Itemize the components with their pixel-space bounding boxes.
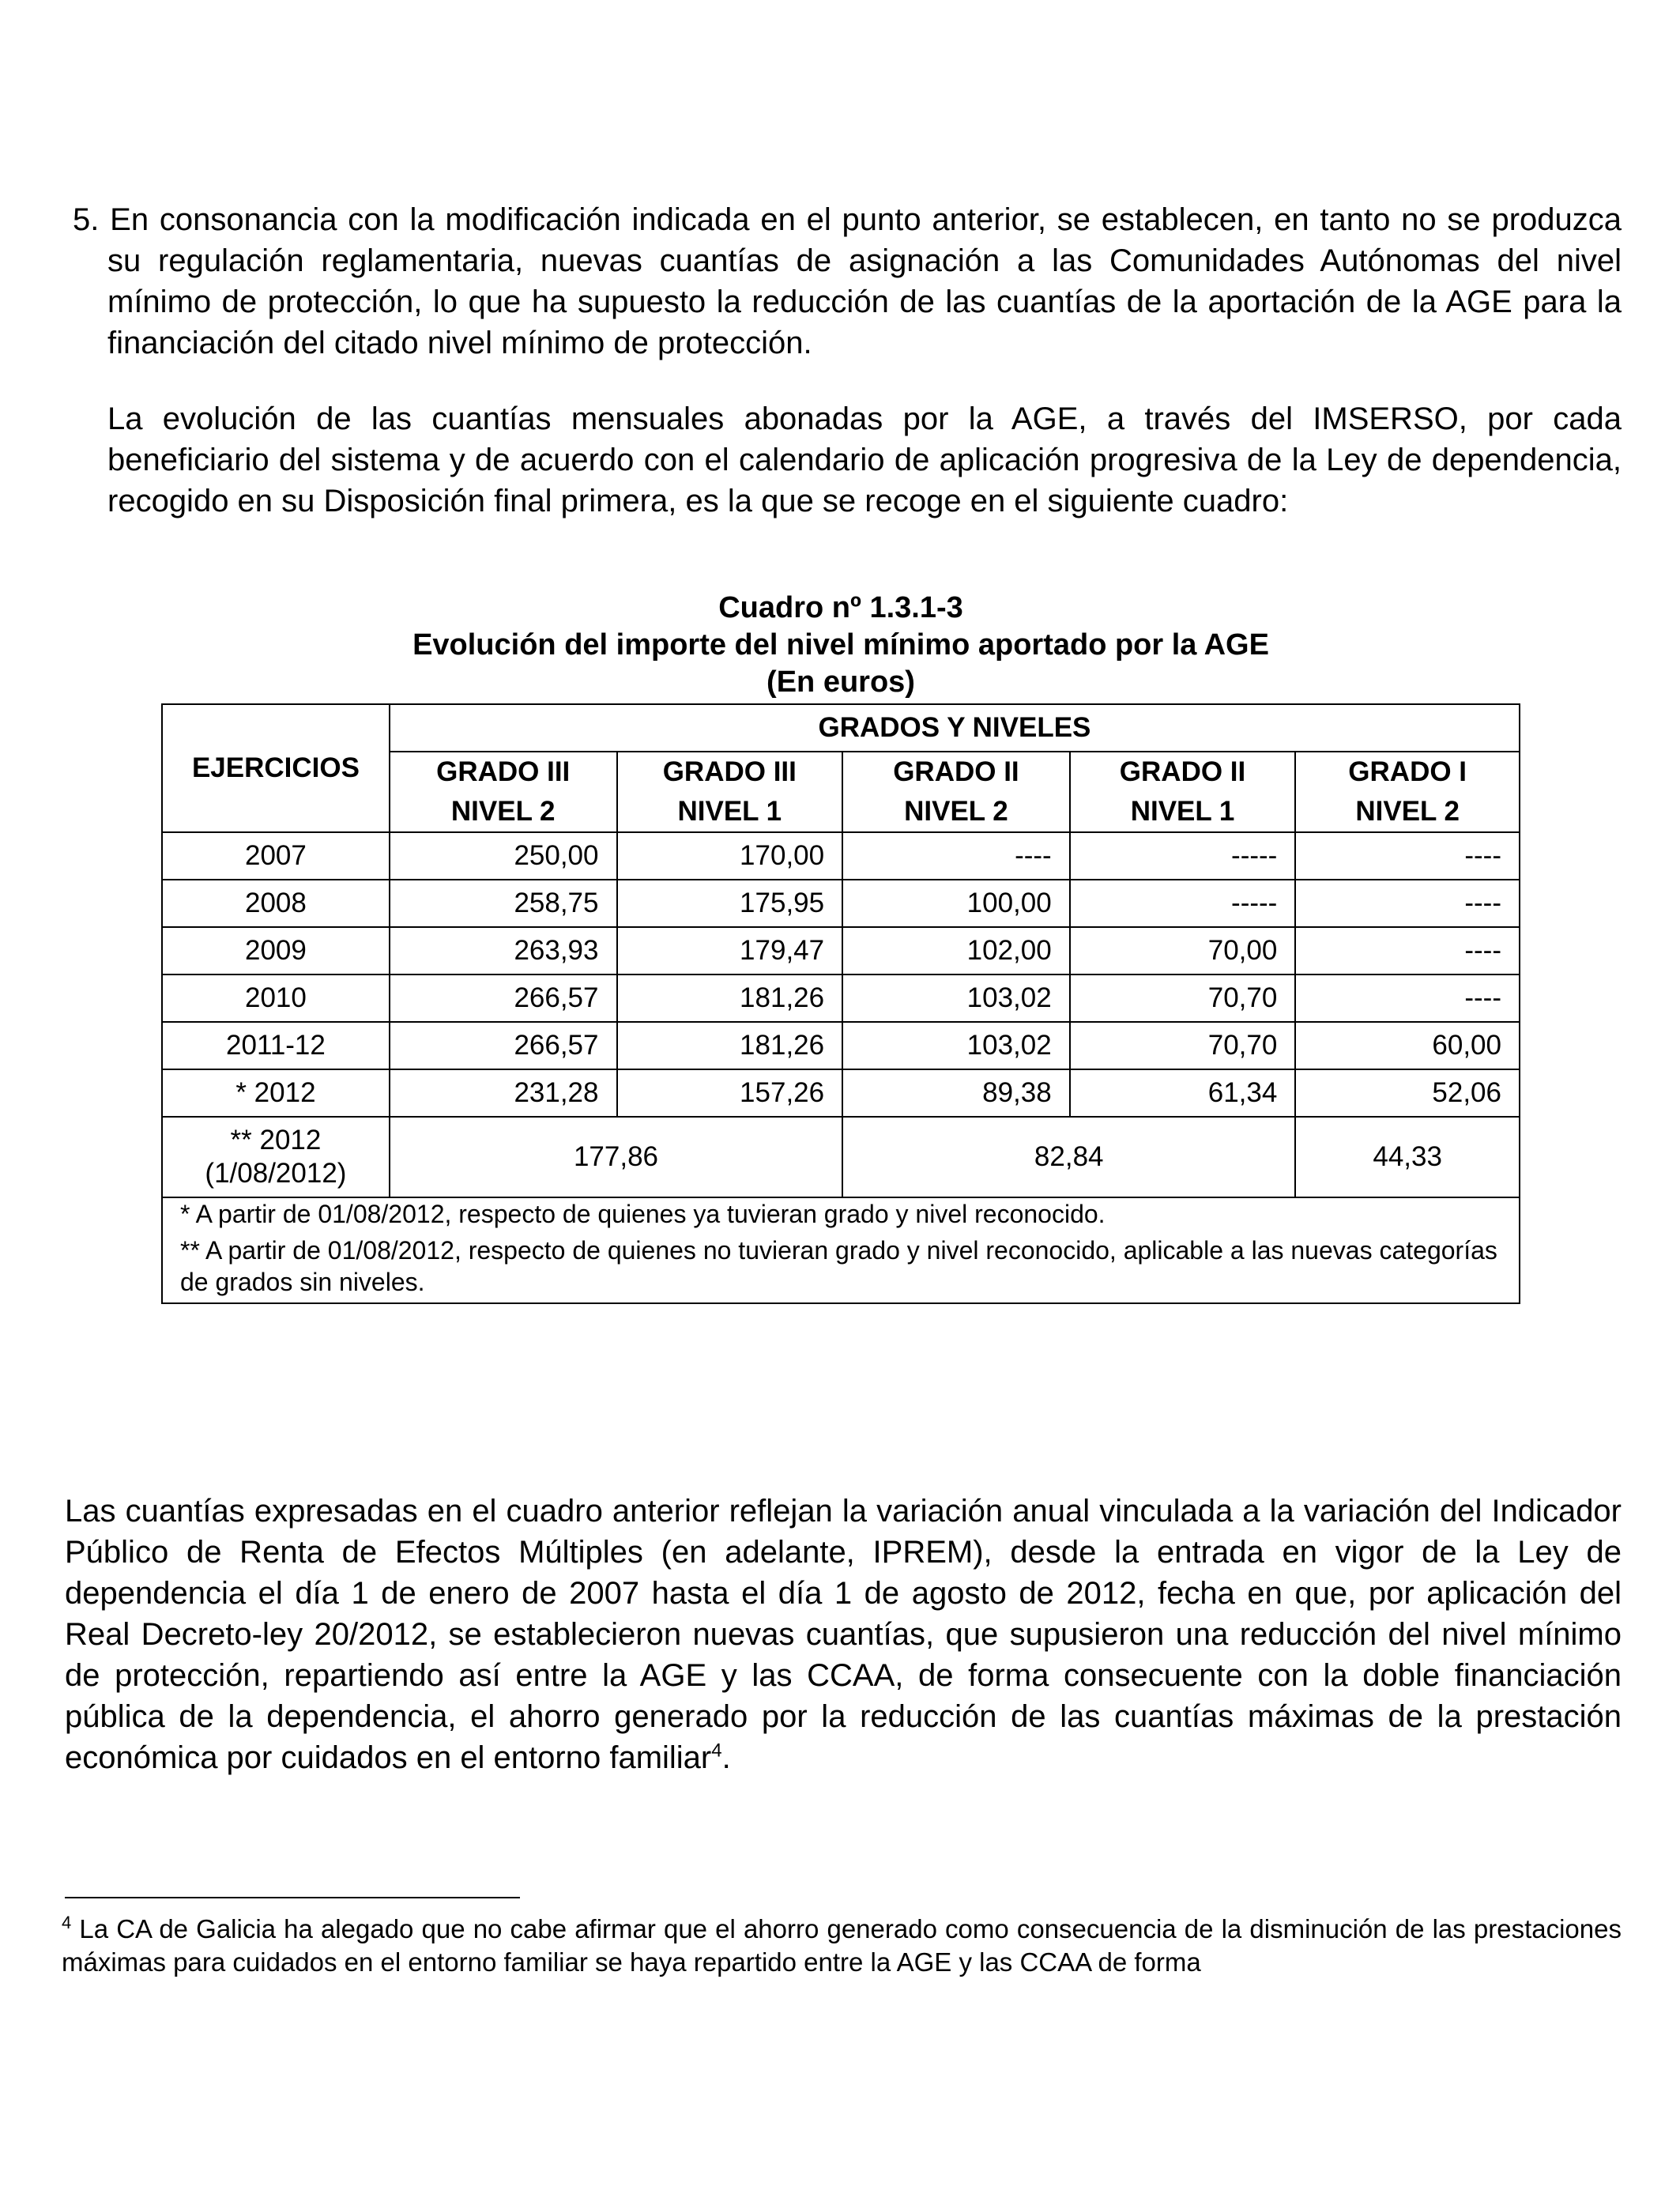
paragraph-evolution: La evolución de las cuantías mensuales abonadas por la AGE, a través del IMSERSO, por cada beneficiario del sistema y de acuerdo con el calendario de aplicación progresiva de la Ley de dependencia, recogido en su Disposición final primera, es la que se recoge en el siguiente cuadro: <box>107 401 1622 518</box>
value-cell: ---- <box>842 832 1070 880</box>
value-cell: 266,57 <box>390 974 617 1022</box>
caption-units: (En euros) <box>767 665 915 699</box>
table-row <box>162 1022 1520 1069</box>
year-cell: 2008 <box>162 880 390 927</box>
year-cell: 2011-12 <box>162 1022 390 1069</box>
paragraph-iprem-text: Las cuantías expresadas en el cuadro anterior reflejan la variación anual vinculada a la variación del Indicador Público de Renta de Efectos Múltiples (en adelante, IPREM), desde la entrada en vigor de la Ley de dependencia el día 1 de enero de 2007 hasta el día 1 de agosto de 2012, fecha en que, por aplicación del Real Decreto-ley 20/2012, se establecieron nuevas cuantías, que supusieron una reducción del nivel mínimo de protección, repartiendo así entre la AGE y las CCAA, de forma consecuente con la doble financiación pública de la dependencia, el ahorro generado por la reducción de las cuantías máximas de la prestación económica por cuidados en el entorno familiar <box>65 1494 1622 1775</box>
header-level: NIVEL 2 <box>1355 796 1460 827</box>
value-cell: 263,93 <box>390 927 617 974</box>
table-row <box>162 1117 1520 1197</box>
year-label: ** 2012 <box>230 1125 322 1155</box>
header-grade-col <box>617 752 843 832</box>
value-cell: 181,26 <box>617 974 843 1022</box>
year-cell: 2010 <box>162 974 390 1022</box>
note-2: ** A partir de 01/08/2012, respecto de quienes no tuvieran grado y nivel reconocido, aplicable a las nuevas categorías de grados sin niveles. <box>180 1236 1497 1296</box>
header-grade: GRADO II <box>893 756 1019 787</box>
footnote <box>62 1913 1622 1979</box>
table-row <box>162 927 1520 974</box>
value-cell: 250,00 <box>390 832 617 880</box>
header-grade: GRADO III <box>436 756 571 787</box>
footnote-text: La CA de Galicia ha alegado que no cabe afirmar que el ahorro generado como consecuencia de la disminución de las prestaciones máximas para cuidados en el entorno familiar se haya repartido entre la AGE y las CCAA de forma <box>62 1914 1622 1977</box>
header-grade: GRADO I <box>1348 756 1467 787</box>
paragraph-iprem-end: . <box>721 1740 731 1775</box>
table-caption <box>161 590 1520 701</box>
value-cell: 231,28 <box>390 1069 617 1117</box>
value-cell: ---- <box>1295 832 1520 880</box>
value-grado-3: 177,86 <box>390 1117 842 1197</box>
year-cell <box>162 1117 390 1197</box>
header-level: NIVEL 2 <box>904 796 1008 827</box>
value-cell: 103,02 <box>842 974 1070 1022</box>
footnote-ref[interactable]: 4 <box>711 1740 722 1762</box>
caption-number: Cuadro nº 1.3.1-3 <box>718 591 963 624</box>
header-grade-col <box>390 752 617 832</box>
value-cell: 266,57 <box>390 1022 617 1069</box>
table-row <box>162 974 1520 1022</box>
header-level: NIVEL 1 <box>677 796 782 827</box>
year-cell: 2007 <box>162 832 390 880</box>
note-1: * A partir de 01/08/2012, respecto de quienes ya tuvieran grado y nivel reconocido. <box>180 1200 1106 1228</box>
value-cell: 157,26 <box>617 1069 843 1117</box>
value-cell: ----- <box>1070 832 1296 880</box>
value-cell: 170,00 <box>617 832 843 880</box>
paragraph-5: 5. En consonancia con la modificación indicada en el punto anterior, se establecen, en tanto no se produzca su regulación reglamentaria, nuevas cuantías de asignación a las Comunidades Autónomas del nivel mínimo de protección, lo que ha supuesto la reducción de las cuantías de la aportación de la AGE para la financiación del citado nivel mínimo de protección. <box>73 202 1622 360</box>
value-cell: 175,95 <box>617 880 843 927</box>
value-cell: 52,06 <box>1295 1069 1520 1117</box>
table-row <box>162 832 1520 880</box>
value-cell: ---- <box>1295 880 1520 927</box>
header-grade-col <box>1070 752 1296 832</box>
header-grados-niveles: GRADOS Y NIVELES <box>390 704 1520 752</box>
value-cell: 100,00 <box>842 880 1070 927</box>
value-cell: 70,70 <box>1070 1022 1296 1069</box>
value-cell: 103,02 <box>842 1022 1070 1069</box>
value-cell: 89,38 <box>842 1069 1070 1117</box>
value-cell: ----- <box>1070 880 1296 927</box>
table-row <box>162 880 1520 927</box>
footnote-number: 4 <box>62 1913 72 1932</box>
year-date: (1/08/2012) <box>205 1158 347 1189</box>
footnote-divider <box>65 1897 520 1898</box>
value-grado-1: 44,33 <box>1295 1117 1520 1197</box>
value-grado-2: 82,84 <box>842 1117 1295 1197</box>
header-grade: GRADO III <box>662 756 797 787</box>
value-cell: 60,00 <box>1295 1022 1520 1069</box>
table-row <box>162 1069 1520 1117</box>
header-ejercicios: EJERCICIOS <box>162 704 390 832</box>
caption-title: Evolución del importe del nivel mínimo aportado por la AGE <box>412 628 1269 662</box>
amounts-table <box>161 703 1520 1304</box>
table-notes <box>162 1197 1520 1303</box>
year-cell: 2009 <box>162 927 390 974</box>
value-cell: 181,26 <box>617 1022 843 1069</box>
table-body <box>162 832 1520 1303</box>
value-cell: 70,00 <box>1070 927 1296 974</box>
year-cell: * 2012 <box>162 1069 390 1117</box>
value-cell: 61,34 <box>1070 1069 1296 1117</box>
header-level: NIVEL 2 <box>450 796 556 827</box>
paragraph-iprem <box>65 1491 1622 1778</box>
value-cell: ---- <box>1295 974 1520 1022</box>
value-cell: 258,75 <box>390 880 617 927</box>
header-grade-col <box>842 752 1070 832</box>
value-cell: 102,00 <box>842 927 1070 974</box>
header-grade-col <box>1295 752 1520 832</box>
header-grade: GRADO II <box>1119 756 1246 787</box>
value-cell: 70,70 <box>1070 974 1296 1022</box>
value-cell: 179,47 <box>617 927 843 974</box>
header-level: NIVEL 1 <box>1130 796 1235 827</box>
value-cell: ---- <box>1295 927 1520 974</box>
